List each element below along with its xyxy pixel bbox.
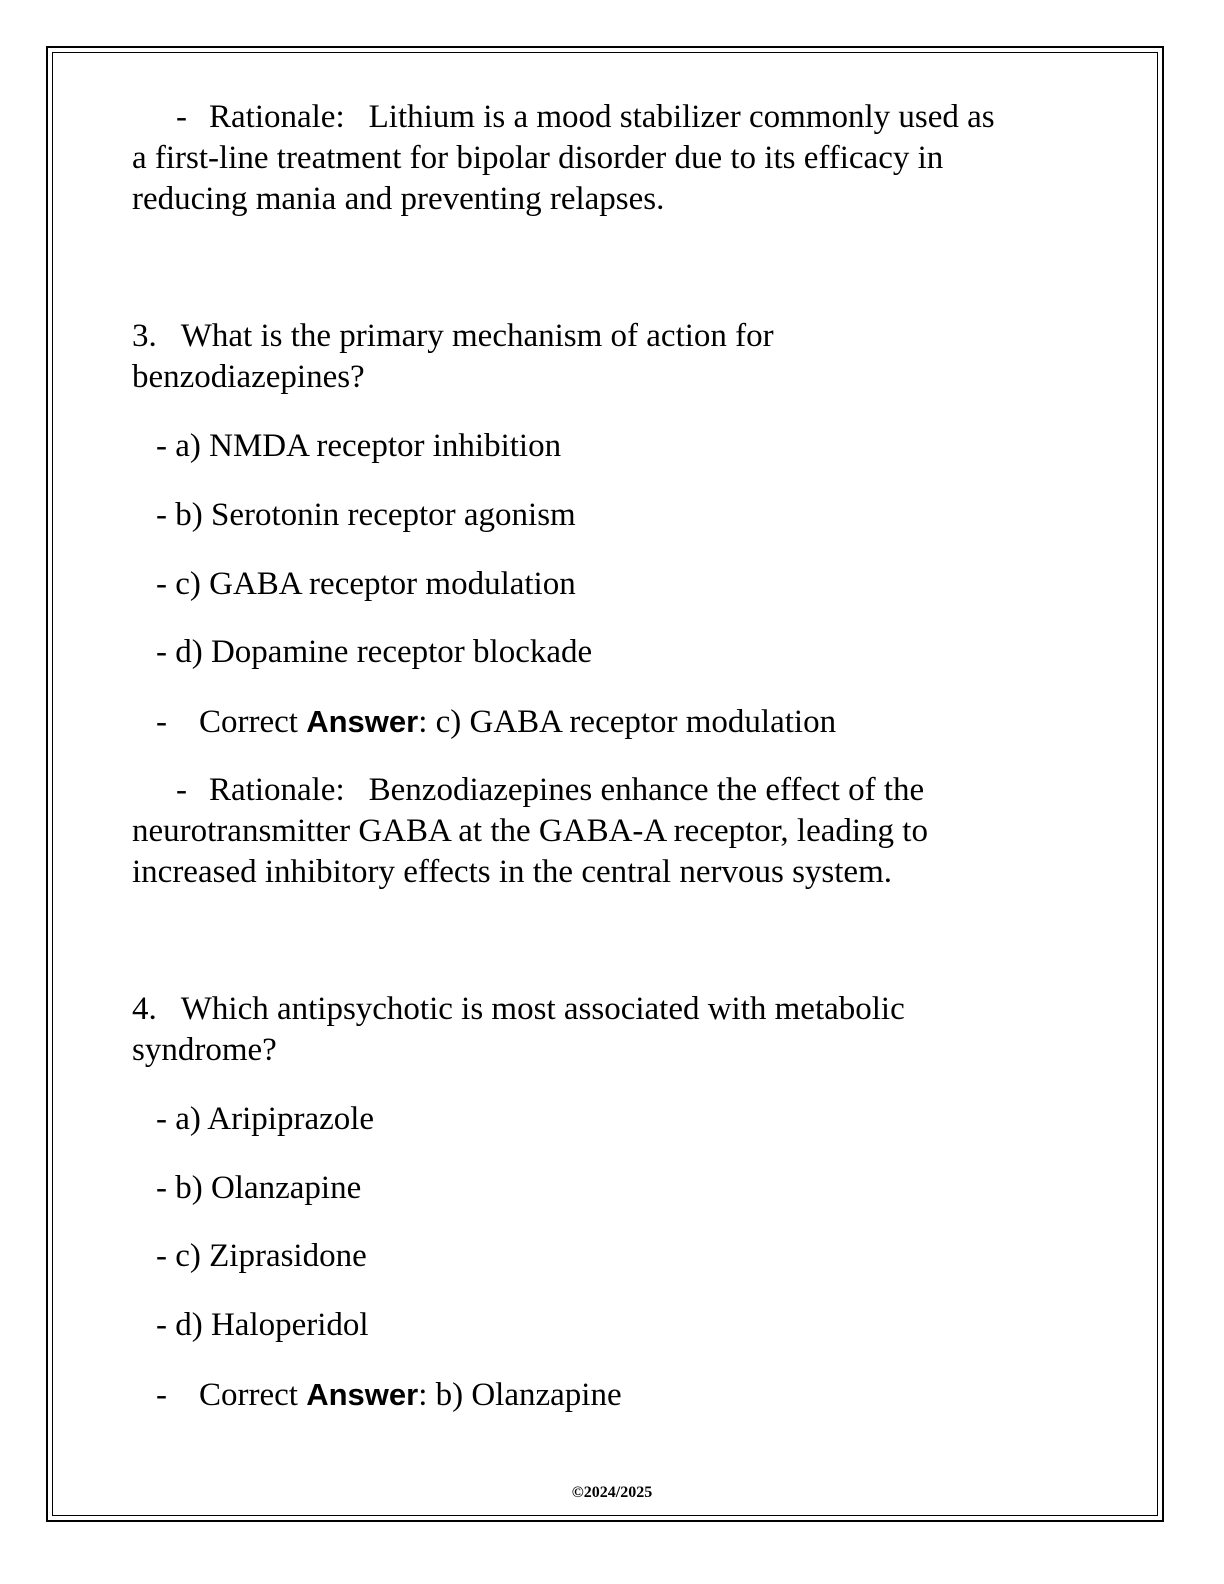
q4-option-d: - d) Haloperidol <box>156 1307 369 1343</box>
q3-option-b: - b) Serotonin receptor agonism <box>156 497 576 533</box>
question-text: What is the primary mechanism of action for <box>180 318 774 354</box>
answer-dash: - <box>156 1377 167 1413</box>
q4-option-a: - a) Aripiprazole <box>156 1101 375 1137</box>
answer-prefix: Correct <box>199 1377 298 1413</box>
answer-value: : c) GABA receptor modulation <box>418 704 837 740</box>
rationale-label: Rationale: <box>209 772 345 808</box>
q4-question-line-2: syndrome? <box>132 1032 277 1068</box>
q3-rationale-line-3: increased inhibitory effects in the central nervous system. <box>132 854 892 890</box>
q2-rationale-line-3: reducing mania and preventing relapses. <box>132 181 665 217</box>
q3-question-line-2: benzodiazepines? <box>132 359 365 395</box>
answer-value: : b) Olanzapine <box>418 1377 622 1413</box>
q3-option-c: - c) GABA receptor modulation <box>156 566 576 602</box>
question-number: 4. <box>132 991 157 1027</box>
q3-option-d: - d) Dopamine receptor blockade <box>156 634 593 670</box>
q3-option-a: - a) NMDA receptor inhibition <box>156 428 562 464</box>
rationale-dash: - <box>176 772 187 808</box>
q4-option-c: - c) Ziprasidone <box>156 1238 367 1274</box>
q3-question-line-1 <box>132 316 774 357</box>
q3-rationale-line-2: neurotransmitter GABA at the GABA-A receptor, leading to <box>132 813 928 849</box>
answer-dash: - <box>156 704 167 740</box>
rationale-text: Lithium is a mood stabilizer commonly used as <box>368 99 995 135</box>
rationale-dash: - <box>176 99 187 135</box>
rationale-label: Rationale: <box>209 99 345 135</box>
q4-correct-answer <box>156 1374 622 1416</box>
answer-word: Answer <box>306 704 419 739</box>
q3-correct-answer <box>156 701 836 743</box>
answer-prefix: Correct <box>199 704 298 740</box>
rationale-text: Benzodiazepines enhance the effect of the <box>368 772 925 808</box>
q4-question-line-1 <box>132 989 905 1030</box>
q2-rationale-line-2: a first-line treatment for bipolar disorder due to its efficacy in <box>132 140 944 176</box>
q2-rationale-line-1 <box>176 97 995 138</box>
question-number: 3. <box>132 318 157 354</box>
question-text: Which antipsychotic is most associated with metabolic <box>180 991 905 1027</box>
answer-word: Answer <box>306 1377 419 1412</box>
q4-option-b: - b) Olanzapine <box>156 1170 362 1206</box>
footer-copyright: ©2024/2025 <box>571 1484 653 1501</box>
q3-rationale-line-1 <box>176 770 924 811</box>
